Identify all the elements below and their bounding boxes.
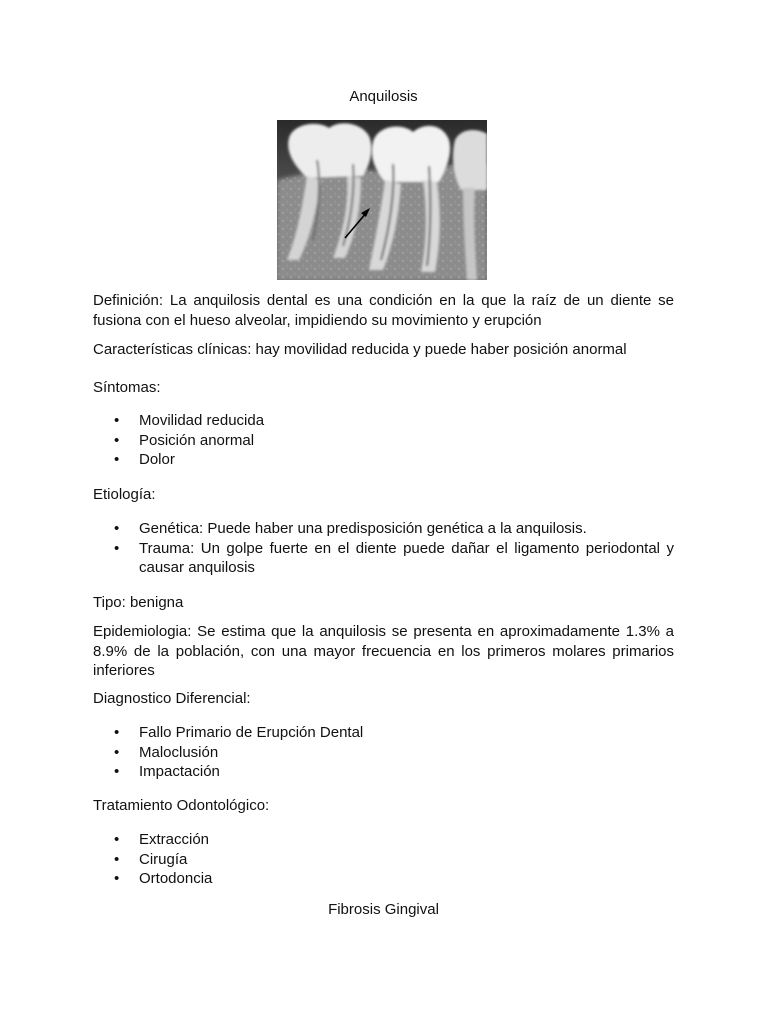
list-item: • Ortodoncia: [114, 870, 213, 887]
etiology-heading: Etiología:: [93, 486, 156, 503]
etiology-list: [93, 519, 674, 578]
bullet-icon: •: [114, 520, 120, 537]
treatment-heading: Tratamiento Odontológico:: [93, 797, 270, 814]
list-item: • Fallo Primario de Erupción Dental: [114, 724, 364, 741]
bullet-icon: •: [114, 412, 120, 429]
next-section-title: Fibrosis Gingival: [328, 901, 439, 918]
differential-diagnosis-list: [93, 723, 674, 782]
list-item: • Extracción: [114, 831, 210, 848]
bullet-icon: •: [114, 831, 120, 848]
symptoms-list: [93, 411, 674, 470]
dental-xray-image: [277, 120, 487, 280]
bullet-icon: •: [114, 870, 120, 887]
page-title: Anquilosis: [349, 88, 418, 105]
bullet-icon: •: [114, 724, 120, 741]
list-item: • Genética: Puede haber una predisposición genética a la anquilosis.: [114, 520, 587, 537]
bullet-icon: •: [114, 743, 120, 761]
bullet-icon: •: [114, 850, 120, 868]
list-item: • Impactación: [114, 763, 220, 780]
dental-xray-icon: [277, 120, 487, 280]
clinical-features-paragraph: Características clínicas: hay movilidad reducida y puede haber posición anormal: [93, 341, 627, 358]
list-item: • Maloclusión: [114, 743, 219, 761]
definition-paragraph: Definición: La anquilosis dental es una condición en la que la raíz de un diente se fusiona con el hueso alveolar, impidiendo su movimiento y erupción: [93, 292, 674, 329]
bullet-icon: •: [114, 763, 120, 780]
type-paragraph: Tipo: benigna: [93, 594, 184, 611]
list-item: • Movilidad reducida: [114, 412, 265, 429]
list-item: • Dolor: [114, 451, 175, 468]
list-item: • Trauma: Un golpe fuerte en el diente puede dañar el ligamento periodontal y causar anquilosis: [114, 539, 674, 576]
list-item: • Cirugía: [114, 850, 188, 868]
differential-diagnosis-heading: Diagnostico Diferencial:: [93, 690, 251, 707]
treatment-list: [93, 830, 674, 889]
bullet-icon: •: [114, 451, 120, 468]
bullet-icon: •: [114, 431, 120, 449]
bullet-icon: •: [114, 539, 120, 557]
list-item: • Posición anormal: [114, 431, 255, 449]
symptoms-heading: Síntomas:: [93, 379, 161, 396]
epidemiology-paragraph: Epidemiologia: Se estima que la anquilosis se presenta en aproximadamente 1.3% a 8.9% de la población, con una mayor frecuencia en los primeros molares primarios inferiores: [93, 623, 674, 679]
